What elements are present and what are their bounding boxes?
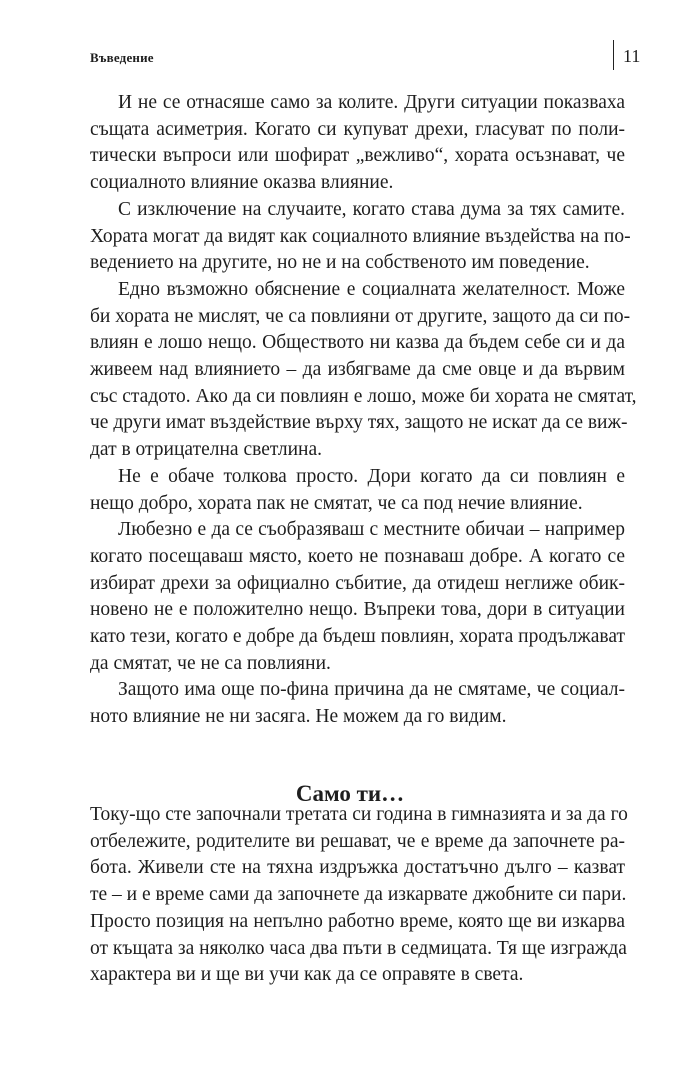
header-divider [613, 40, 614, 70]
paragraph [90, 802, 628, 989]
text-line: отбележите, родителите ви решават, че е време да започнете ра- [90, 830, 625, 852]
text-line: Защото има още по-фина причина да не смятаме, че социал- [118, 679, 625, 701]
paragraph [90, 277, 637, 464]
paragraph [90, 677, 625, 730]
text-line: Любезно е да се съобразяваш с местните обичаи – например [118, 519, 625, 541]
text-line: дат в отрицателна светлина. [90, 439, 323, 461]
text-line: Едно възможно обяснение е социалната желателност. Може [118, 278, 625, 300]
text-line: бота. Живели сте на тяхна издръжка достатъчно дълго – казват [90, 857, 625, 879]
text-line: като тези, когато е добре да бъдеш повлиян, хората продължават [90, 626, 625, 648]
text-line: тически въпроси или шофират „вежливо“, хората осъзнават, че [90, 145, 625, 167]
text-line: би хората не мислят, че са повлияни от другите, защото да си по- [90, 305, 631, 327]
text-line: Просто позиция на непълно работно време, която ще ви изкарва [90, 910, 625, 932]
paragraph [90, 90, 625, 197]
text-line: С изключение на случаите, когато става дума за тях самите. [118, 198, 625, 220]
body-text [90, 90, 637, 731]
section-heading: Само ти… [295, 781, 405, 807]
section-body [90, 802, 628, 989]
text-line: социалното влияние оказва влияние. [90, 172, 394, 194]
text-line: И не се отнасяше само за колите. Други ситуации показваха [118, 92, 625, 113]
text-line: нещо добро, хората пак не смятат, че са под нечие влияние. [90, 492, 583, 514]
text-line: характера ви и ще ви учи как да се оправяте в света. [90, 964, 524, 986]
text-line: че други имат въздействие върху тях, защото не искат да се виж- [90, 412, 628, 434]
text-line: Не е обаче толкова просто. Дори когато да си повлиян е [118, 465, 625, 487]
text-line: новено не е положително нещо. Въпреки това, дори в ситуации [90, 599, 625, 621]
text-line: същата асиметрия. Когато си купуват дрехи, гласуват по поли- [90, 118, 625, 140]
paragraph [90, 464, 625, 517]
text-line: живеем над влиянието – да избягваме да сме овце и да вървим [90, 359, 625, 381]
text-line: Хората могат да видят как социалното влияние въздейства на по- [90, 225, 631, 247]
paragraph [90, 517, 625, 677]
page-number: 11 [623, 46, 641, 66]
text-line: те – и е време сами да започнете да изкарвате джобните си пари. [90, 884, 627, 906]
text-line: когато посещаваш място, което не познаваш добре. А когато се [90, 545, 625, 567]
running-header-title: Въведение [90, 50, 154, 65]
text-line: Току-що сте започнали третата си година в гимназията и за да го [90, 804, 628, 825]
paragraph [90, 197, 631, 277]
text-line: влиян е лошо нещо. Обществото ни казва да бъдем себе си и да [90, 332, 625, 354]
text-line: ведението на другите, но не и на собственото им поведение. [90, 252, 590, 274]
text-line: със стадото. Ако да си повлиян е лошо, може би хората не смятат, [90, 385, 637, 407]
text-line: от къщата за няколко часа два пъти в седмицата. Тя ще изгражда [90, 937, 627, 959]
text-line: ното влияние не ни засяга. Не можем да го видим. [90, 706, 507, 728]
text-line: да смятат, че не са повлияни. [90, 652, 331, 674]
text-line: избират дрехи за официално събитие, да отидеш неглиже обик- [90, 572, 625, 594]
